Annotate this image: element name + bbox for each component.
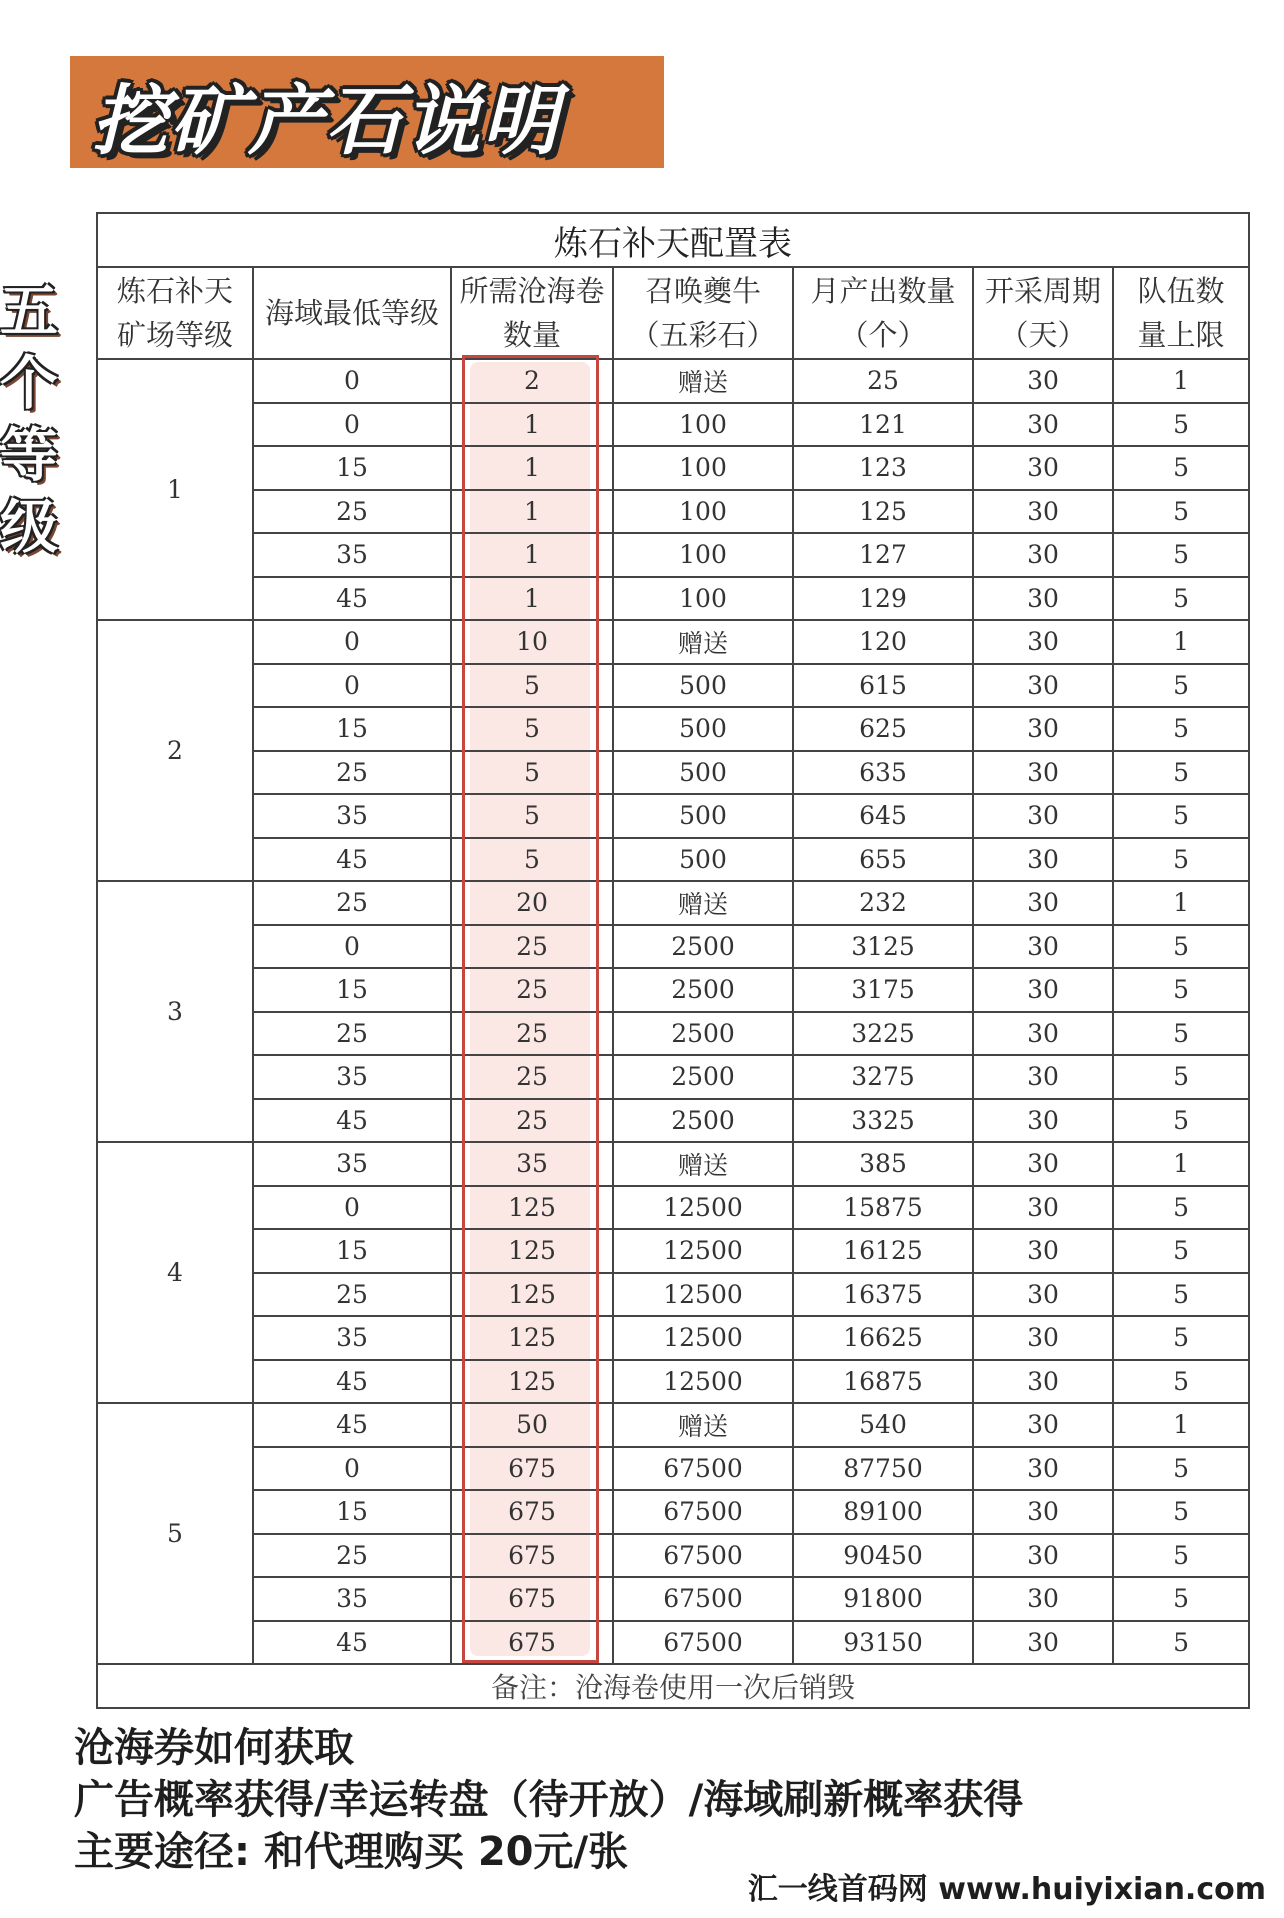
table-cell: 25	[253, 751, 451, 795]
table-cell: 25	[451, 968, 613, 1012]
table-cell: 67500	[613, 1621, 793, 1665]
header-line: 所需沧海卷	[459, 274, 605, 308]
table-cell: 25	[451, 1055, 613, 1099]
table-cell: 5	[1113, 1099, 1249, 1143]
table-cell: 3125	[793, 925, 973, 969]
table-cell: 35	[253, 1055, 451, 1099]
table-cell: 30	[973, 838, 1113, 882]
table-cell: 2500	[613, 1099, 793, 1143]
table-cell: 30	[973, 1273, 1113, 1317]
table-cell: 30	[973, 577, 1113, 621]
table-cell: 20	[451, 881, 613, 925]
table-row	[97, 881, 1249, 925]
table-cell: 25	[451, 1012, 613, 1056]
mine-level-cell: 5	[97, 1403, 253, 1664]
table-cell: 12500	[613, 1360, 793, 1404]
bottom-line-purchase: 主要途径: 和代理购买 20元/张	[74, 1829, 629, 1875]
table-cell: 675	[451, 1447, 613, 1491]
table-cell: 30	[973, 794, 1113, 838]
table-cell: 15	[253, 446, 451, 490]
table-row	[97, 1403, 1249, 1447]
table-cell: 232	[793, 881, 973, 925]
table-cell: 30	[973, 490, 1113, 534]
table-cell: 615	[793, 664, 973, 708]
header-line: 矿场等级	[116, 318, 233, 352]
table-cell: 10	[451, 620, 613, 664]
table-cell: 655	[793, 838, 973, 882]
table-cell: 30	[973, 403, 1113, 447]
header-line: 量上限	[1137, 318, 1225, 352]
table-body	[97, 359, 1249, 1664]
table-cell: 500	[613, 751, 793, 795]
table-cell: 5	[451, 707, 613, 751]
table-cell: 30	[973, 1186, 1113, 1230]
table-cell: 30	[973, 1403, 1113, 1447]
mine-level-cell: 4	[97, 1142, 253, 1403]
header-line: （五彩石）	[630, 318, 776, 352]
table-cell: 30	[973, 925, 1113, 969]
table-cell: 385	[793, 1142, 973, 1186]
table-cell: 67500	[613, 1534, 793, 1578]
side-label-char: 等	[0, 421, 59, 489]
table-cell: 100	[613, 490, 793, 534]
table-cell: 0	[253, 359, 451, 403]
table-cell: 45	[253, 1621, 451, 1665]
side-label-char: 级	[0, 493, 59, 561]
table-cell: 5	[1113, 1447, 1249, 1491]
header-line: （个）	[839, 318, 927, 352]
table-cell: 50	[451, 1403, 613, 1447]
table-cell: 25	[253, 1273, 451, 1317]
table-cell: 0	[253, 403, 451, 447]
table-header-cell	[613, 267, 793, 359]
table-cell: 16875	[793, 1360, 973, 1404]
table-cell: 121	[793, 403, 973, 447]
table-cell: 500	[613, 664, 793, 708]
table-row	[97, 359, 1249, 403]
mine-level-cell: 1	[97, 359, 253, 620]
table-cell: 100	[613, 577, 793, 621]
table-row	[97, 794, 1249, 838]
bottom-line-sources: 广告概率获得/幸运转盘（待开放）/海域刷新概率获得	[74, 1777, 1024, 1823]
table-cell: 125	[451, 1316, 613, 1360]
table-cell: 16625	[793, 1316, 973, 1360]
table-row	[97, 838, 1249, 882]
table-cell: 45	[253, 1360, 451, 1404]
table-cell: 89100	[793, 1490, 973, 1534]
mine-level-cell: 3	[97, 881, 253, 1142]
table-cell: 5	[1113, 446, 1249, 490]
table-row	[97, 1621, 1249, 1665]
table-row	[97, 533, 1249, 577]
table-cell: 3225	[793, 1012, 973, 1056]
table-cell: 3275	[793, 1055, 973, 1099]
table-cell: 12500	[613, 1229, 793, 1273]
bottom-line-heading: 沧海券如何获取	[74, 1725, 354, 1771]
table-cell: 5	[1113, 1360, 1249, 1404]
table-cell: 45	[253, 1099, 451, 1143]
table-header-cell	[97, 267, 253, 359]
page-title: 挖矿产石说明	[92, 76, 560, 165]
table-cell: 5	[1113, 838, 1249, 882]
table-cell: 5	[1113, 794, 1249, 838]
table-cell: 100	[613, 403, 793, 447]
table-cell: 30	[973, 533, 1113, 577]
table-cell: 120	[793, 620, 973, 664]
side-label-char: 个	[0, 349, 59, 417]
table-cell: 35	[253, 794, 451, 838]
table-cell: 30	[973, 881, 1113, 925]
table-cell: 30	[973, 1360, 1113, 1404]
table-cell: 5	[1113, 1273, 1249, 1317]
table-cell: 500	[613, 707, 793, 751]
table-cell: 15	[253, 707, 451, 751]
side-label-char: 五	[0, 277, 59, 345]
table-cell: 30	[973, 707, 1113, 751]
table-cell: 15	[253, 1490, 451, 1534]
watermark: 汇一线首码网 www.huiyixian.com	[742, 1862, 1272, 1910]
table-cell: 1	[1113, 881, 1249, 925]
table-header-row	[97, 267, 1249, 359]
table-cell: 12500	[613, 1186, 793, 1230]
header-line: 海域最低等级	[264, 296, 439, 330]
table-cell: 15	[253, 968, 451, 1012]
table-cell: 16375	[793, 1273, 973, 1317]
table-cell: 30	[973, 1447, 1113, 1491]
table-cell: 赠送	[613, 359, 793, 403]
table-cell: 5	[1113, 1621, 1249, 1665]
table-cell: 500	[613, 794, 793, 838]
table-cell: 1	[1113, 359, 1249, 403]
table-row	[97, 968, 1249, 1012]
table-cell: 0	[253, 1186, 451, 1230]
table-cell: 5	[1113, 1316, 1249, 1360]
table-cell: 1	[451, 533, 613, 577]
table-cell: 5	[1113, 533, 1249, 577]
table-row	[97, 751, 1249, 795]
header-line: 数量	[502, 318, 561, 352]
table-row	[97, 1273, 1249, 1317]
table-cell: 1	[1113, 1142, 1249, 1186]
table-row	[97, 1099, 1249, 1143]
table-cell: 123	[793, 446, 973, 490]
table-cell: 35	[451, 1142, 613, 1186]
table-cell: 30	[973, 1099, 1113, 1143]
header-line: 炼石补天	[116, 274, 233, 308]
table-cell: 87750	[793, 1447, 973, 1491]
table-cell: 645	[793, 794, 973, 838]
table-cell: 125	[451, 1360, 613, 1404]
table-cell: 67500	[613, 1447, 793, 1491]
table-row	[97, 446, 1249, 490]
table-row	[97, 1490, 1249, 1534]
table-cell: 30	[973, 1534, 1113, 1578]
table-cell: 25	[253, 490, 451, 534]
table-cell: 125	[793, 490, 973, 534]
table-row	[97, 707, 1249, 751]
table-cell: 5	[1113, 1012, 1249, 1056]
table-cell: 赠送	[613, 1403, 793, 1447]
header-line: 开采周期	[984, 274, 1101, 308]
table-cell: 15875	[793, 1186, 973, 1230]
table-cell: 5	[1113, 577, 1249, 621]
table-cell: 1	[451, 490, 613, 534]
table-cell: 0	[253, 620, 451, 664]
table-row	[97, 490, 1249, 534]
table-cell: 1	[1113, 620, 1249, 664]
table-cell: 5	[1113, 925, 1249, 969]
table-cell: 35	[253, 1142, 451, 1186]
table-row	[97, 1577, 1249, 1621]
table-cell: 5	[1113, 1490, 1249, 1534]
table-cell: 675	[451, 1621, 613, 1665]
table-header-cell	[253, 267, 451, 359]
table-cell: 2500	[613, 1012, 793, 1056]
table-row	[97, 1447, 1249, 1491]
table-cell: 90450	[793, 1534, 973, 1578]
table-cell: 15	[253, 1229, 451, 1273]
table-cell: 67500	[613, 1577, 793, 1621]
table-cell: 30	[973, 446, 1113, 490]
table-caption: 炼石补天配置表	[97, 213, 1249, 267]
table-cell: 45	[253, 577, 451, 621]
table-cell: 100	[613, 533, 793, 577]
table-row	[97, 620, 1249, 664]
table-cell: 30	[973, 1490, 1113, 1534]
table-row	[97, 1229, 1249, 1273]
header-line: （天）	[999, 318, 1087, 352]
table-cell: 30	[973, 751, 1113, 795]
table-cell: 30	[973, 1316, 1113, 1360]
table-cell: 赠送	[613, 620, 793, 664]
table-cell: 0	[253, 1447, 451, 1491]
table-cell: 129	[793, 577, 973, 621]
table-cell: 1	[1113, 1403, 1249, 1447]
table-cell: 5	[451, 794, 613, 838]
table-cell: 5	[451, 838, 613, 882]
table-cell: 25	[451, 925, 613, 969]
table-cell: 30	[973, 359, 1113, 403]
table-cell: 5	[1113, 403, 1249, 447]
table-cell: 35	[253, 1577, 451, 1621]
table-cell: 2500	[613, 968, 793, 1012]
table-header-cell	[973, 267, 1113, 359]
table-cell: 91800	[793, 1577, 973, 1621]
table-cell: 25	[253, 1012, 451, 1056]
table-cell: 1	[451, 577, 613, 621]
table-cell: 45	[253, 1403, 451, 1447]
table-cell: 1	[451, 403, 613, 447]
table-cell: 675	[451, 1490, 613, 1534]
table-cell: 5	[1113, 490, 1249, 534]
table-cell: 625	[793, 707, 973, 751]
table-cell: 25	[253, 1534, 451, 1578]
table-cell: 30	[973, 1142, 1113, 1186]
mine-level-cell: 2	[97, 620, 253, 881]
table-cell: 0	[253, 925, 451, 969]
table-row	[97, 403, 1249, 447]
table-cell: 25	[793, 359, 973, 403]
table-cell: 3175	[793, 968, 973, 1012]
table-cell: 500	[613, 838, 793, 882]
table-cell: 2500	[613, 1055, 793, 1099]
table-cell: 25	[253, 881, 451, 925]
table-cell: 2500	[613, 925, 793, 969]
table-row	[97, 1142, 1249, 1186]
table-cell: 0	[253, 664, 451, 708]
table-row	[97, 1316, 1249, 1360]
table-row	[97, 925, 1249, 969]
table-note: 备注：沧海卷使用一次后销毁	[97, 1664, 1249, 1708]
config-table	[96, 212, 1250, 1709]
table-row	[97, 664, 1249, 708]
header-line: 队伍数	[1137, 274, 1225, 308]
table-cell: 12500	[613, 1316, 793, 1360]
table-cell: 93150	[793, 1621, 973, 1665]
table-row	[97, 1534, 1249, 1578]
table-cell: 30	[973, 1621, 1113, 1665]
table-cell: 30	[973, 664, 1113, 708]
table-cell: 125	[451, 1229, 613, 1273]
table-cell: 1	[451, 446, 613, 490]
table-cell: 30	[973, 968, 1113, 1012]
table-cell: 5	[1113, 968, 1249, 1012]
table-row	[97, 1012, 1249, 1056]
side-label	[0, 275, 58, 563]
table-cell: 127	[793, 533, 973, 577]
table-cell: 5	[1113, 664, 1249, 708]
table-cell: 30	[973, 1012, 1113, 1056]
table-row	[97, 1186, 1249, 1230]
table-cell: 35	[253, 533, 451, 577]
bottom-info	[74, 1722, 1023, 1878]
table-row	[97, 577, 1249, 621]
table-cell: 675	[451, 1577, 613, 1621]
table-header-cell	[1113, 267, 1249, 359]
header-line: 月产出数量	[810, 274, 956, 308]
table-cell: 5	[1113, 1186, 1249, 1230]
table-cell: 35	[253, 1316, 451, 1360]
table-header-cell	[451, 267, 613, 359]
table-header-cell	[793, 267, 973, 359]
table-cell: 125	[451, 1186, 613, 1230]
table-cell: 30	[973, 1229, 1113, 1273]
table-cell: 5	[1113, 1577, 1249, 1621]
table-cell: 30	[973, 1577, 1113, 1621]
table-cell: 3325	[793, 1099, 973, 1143]
table-cell: 30	[973, 620, 1113, 664]
table-cell: 67500	[613, 1490, 793, 1534]
table-row	[97, 1055, 1249, 1099]
table-cell: 5	[1113, 1534, 1249, 1578]
table-cell: 25	[451, 1099, 613, 1143]
table-cell: 100	[613, 446, 793, 490]
table-row	[97, 1360, 1249, 1404]
table-cell: 赠送	[613, 881, 793, 925]
table-cell: 16125	[793, 1229, 973, 1273]
table-cell: 赠送	[613, 1142, 793, 1186]
table-cell: 125	[451, 1273, 613, 1317]
table-cell: 5	[451, 751, 613, 795]
table-cell: 2	[451, 359, 613, 403]
table-cell: 5	[1113, 707, 1249, 751]
table-cell: 30	[973, 1055, 1113, 1099]
table-cell: 5	[1113, 1055, 1249, 1099]
table-cell: 5	[1113, 751, 1249, 795]
table-cell: 635	[793, 751, 973, 795]
table-cell: 5	[1113, 1229, 1249, 1273]
table-cell: 45	[253, 838, 451, 882]
table-cell: 675	[451, 1534, 613, 1578]
table-cell: 5	[451, 664, 613, 708]
header-line: 召唤夔牛	[644, 274, 761, 308]
table-cell: 540	[793, 1403, 973, 1447]
table-cell: 12500	[613, 1273, 793, 1317]
